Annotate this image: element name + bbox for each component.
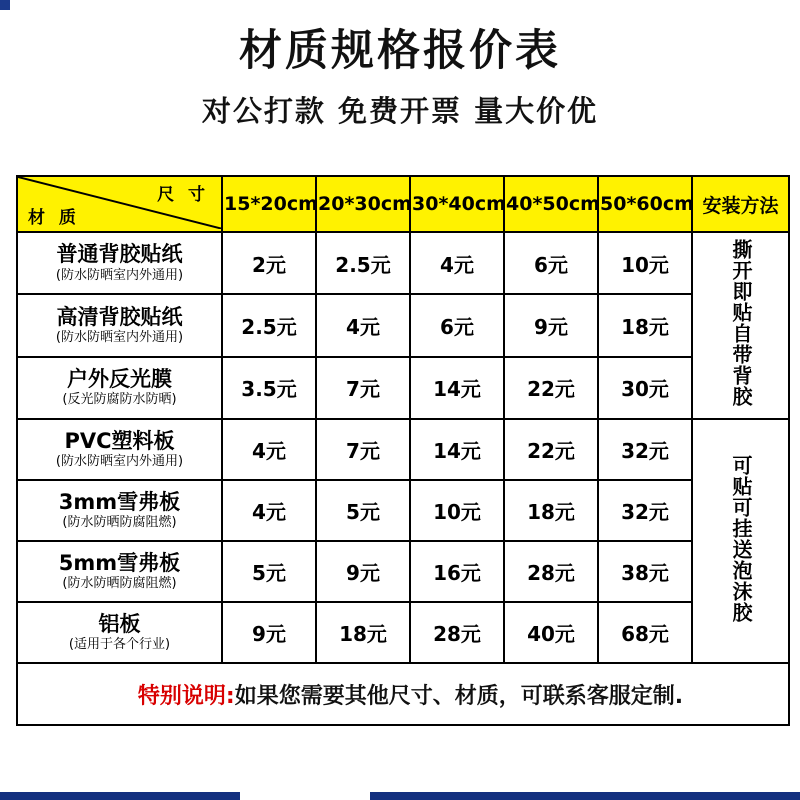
corner-accent-bottom-left — [0, 792, 240, 800]
material-note: (防水防晒室内外通用) — [55, 329, 184, 345]
material-name: 高清背胶贴纸 — [56, 304, 183, 329]
price-cell: 6元 — [410, 294, 504, 356]
price-cell: 7元 — [316, 419, 410, 480]
price-cell: 32元 — [598, 419, 692, 480]
price-cell: 10元 — [410, 480, 504, 541]
price-cell: 40元 — [504, 602, 598, 663]
header-install-method: 安装方法 — [692, 176, 789, 232]
footer-note-label: 特别说明: — [137, 683, 235, 709]
table-header-row — [17, 176, 789, 232]
material-note: (防水防晒防腐阻燃) — [62, 575, 177, 591]
header-size-1: 20*30cm — [316, 176, 410, 232]
page-title: 材质规格报价表 — [239, 26, 561, 76]
price-cell: 14元 — [410, 419, 504, 480]
corner-accent-top-left — [0, 0, 10, 10]
price-cell: 2.5元 — [316, 232, 410, 294]
price-cell: 68元 — [598, 602, 692, 663]
material-name: 铝板 — [98, 611, 141, 636]
price-cell: 28元 — [410, 602, 504, 663]
price-cell: 18元 — [316, 602, 410, 663]
header-material-label: 材 质 — [28, 208, 80, 228]
price-cell: 5元 — [316, 480, 410, 541]
price-table — [16, 175, 790, 726]
header-size-label: 尺 寸 — [157, 185, 209, 205]
install-method-text: 撕开即贴自带背胶 — [729, 239, 753, 407]
header-size-3: 40*50cm — [504, 176, 598, 232]
price-table-wrapper — [16, 175, 788, 726]
install-method-text: 可贴可挂送泡沫胶 — [729, 454, 753, 623]
price-cell: 18元 — [504, 480, 598, 541]
price-cell: 4元 — [316, 294, 410, 356]
price-cell: 28元 — [504, 541, 598, 602]
price-cell: 4元 — [222, 419, 316, 480]
material-name: PVC塑料板 — [64, 428, 175, 453]
price-cell: 38元 — [598, 541, 692, 602]
material-note: (防水防晒防腐阻燃) — [62, 514, 177, 530]
price-cell: 6元 — [504, 232, 598, 294]
material-name: 户外反光膜 — [67, 367, 172, 392]
material-note: (防水防晒室内外通用) — [55, 267, 184, 283]
table-row — [17, 602, 789, 663]
price-cell: 9元 — [222, 602, 316, 663]
price-cell: 16元 — [410, 541, 504, 602]
footer-note-row — [17, 663, 789, 725]
table-row — [17, 419, 789, 480]
header-size-0: 15*20cm — [222, 176, 316, 232]
price-cell: 2.5元 — [222, 294, 316, 356]
material-name: 5mm雪弗板 — [58, 550, 181, 575]
price-cell: 10元 — [598, 232, 692, 294]
header-size-2: 30*40cm — [410, 176, 504, 232]
material-cell — [17, 357, 222, 419]
material-cell — [17, 294, 222, 356]
price-cell: 30元 — [598, 357, 692, 419]
material-cell — [17, 602, 222, 663]
price-cell: 4元 — [410, 232, 504, 294]
price-cell: 5元 — [222, 541, 316, 602]
table-row — [17, 232, 789, 294]
price-cell: 18元 — [598, 294, 692, 356]
material-note: (适用于各个行业) — [68, 636, 171, 652]
price-cell: 3.5元 — [222, 357, 316, 419]
header-size-4: 50*60cm — [598, 176, 692, 232]
material-note: (防水防晒室内外通用) — [55, 453, 184, 469]
material-cell — [17, 419, 222, 480]
price-cell: 22元 — [504, 357, 598, 419]
table-row — [17, 541, 789, 602]
table-row — [17, 357, 789, 419]
price-cell: 7元 — [316, 357, 410, 419]
table-row — [17, 294, 789, 356]
price-cell: 32元 — [598, 480, 692, 541]
material-cell — [17, 480, 222, 541]
material-note: (反光防腐防水防晒) — [62, 392, 177, 408]
price-cell: 22元 — [504, 419, 598, 480]
price-cell: 4元 — [222, 480, 316, 541]
material-name: 普通背胶贴纸 — [56, 242, 183, 267]
corner-accent-bottom-right — [370, 792, 800, 800]
price-cell: 14元 — [410, 357, 504, 419]
install-method-group-1 — [692, 232, 789, 419]
material-name: 3mm雪弗板 — [58, 489, 181, 514]
install-method-group-2 — [692, 419, 789, 663]
footer-note-text: 如果您需要其他尺寸、材质，可联系客服定制. — [234, 683, 684, 709]
page-subtitle: 对公打款 免费开票 量大价优 — [201, 94, 599, 129]
price-cell: 9元 — [316, 541, 410, 602]
price-cell: 9元 — [504, 294, 598, 356]
table-row — [17, 480, 789, 541]
material-cell — [17, 541, 222, 602]
header-corner-cell — [17, 176, 222, 232]
price-cell: 2元 — [222, 232, 316, 294]
material-cell — [17, 232, 222, 294]
footer-note-cell — [17, 663, 789, 725]
